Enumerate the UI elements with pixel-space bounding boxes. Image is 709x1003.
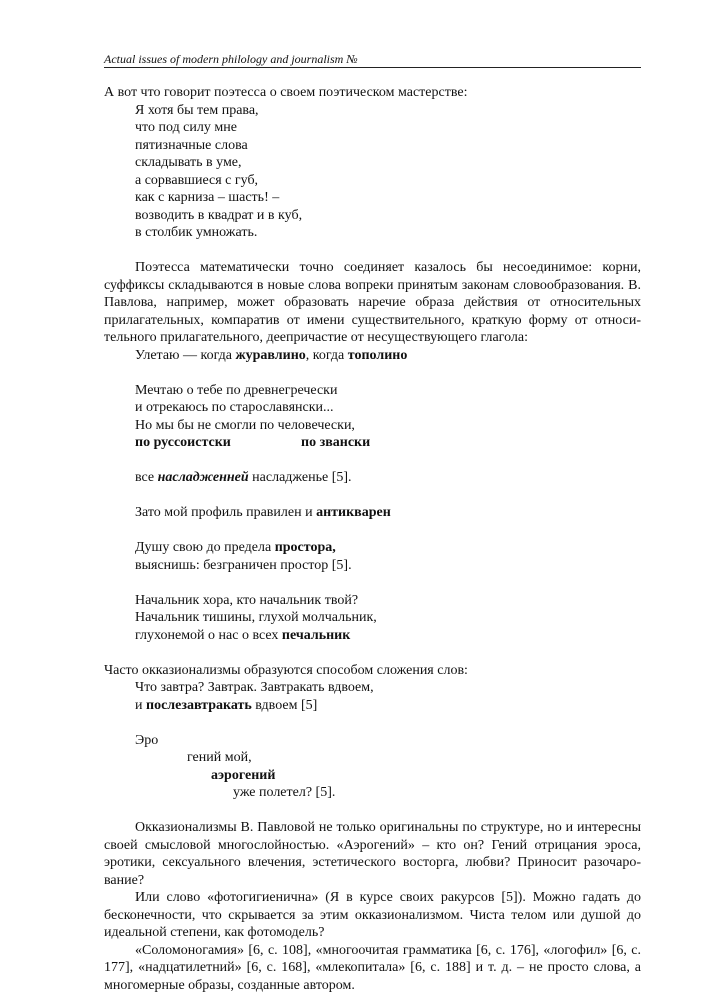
example-line-3: [104, 469, 641, 487]
header-rule: [104, 67, 641, 68]
poem-text: Душу свою до предела: [135, 540, 275, 555]
poem-line: Начальник хора, кто начальник твой?: [135, 592, 359, 608]
poem-stanza-1: [104, 102, 641, 242]
poem-line: в столбик умножать.: [135, 225, 258, 240]
paragraph-2: Окказионализмы В. Павловой не только оригинальны по структуре, но и интересны своей смысловой многослойностью. «Аэрогений» – кто он? Гений отрицания эроса, эротики, сексуального влечения, эстетического восторга, любви? Приносит разочарование?: [104, 820, 641, 888]
paragraph-4: «Соломоногамия» [6, с. 108], «многоочитая грамматика [6, с. 176], «логофил» [6, с. 177], «надцатилетний» [6, с. 168], «млекопитала» [6, с. 188] и т. д. – не просто слова, а многомерные образы, созданные автором.: [104, 942, 641, 993]
poem-stanza-2: [104, 382, 641, 452]
poem-stanza-8: [104, 732, 641, 802]
poem-line: [104, 627, 641, 645]
spacer: [104, 802, 641, 820]
poem-text: и: [135, 697, 146, 713]
journal-running-header: Actual issues of modern philology and journalism №: [104, 52, 358, 66]
poem-text: вдвоем [5]: [251, 697, 318, 713]
poem-line: Что завтра? Завтрак. Завтракать вдвоем,: [135, 680, 374, 695]
poem-line: возводить в квадрат и в куб,: [135, 207, 303, 223]
spacer: [104, 714, 641, 732]
spacer: [104, 242, 641, 260]
bold-word: по руссоистски: [135, 435, 231, 450]
example-line-1: [104, 347, 641, 365]
example-bold-word: тополино: [347, 347, 408, 363]
poem-line: Я хотя бы тем права,: [135, 102, 259, 118]
poem-line: выяснишь: безграничен простор [5].: [135, 557, 352, 573]
poem-line: [104, 434, 641, 452]
spacer: [104, 452, 641, 470]
example-line-4: [104, 504, 641, 522]
example-text: все: [135, 470, 158, 485]
poem-line: Начальник тишины, глухой молчальник,: [135, 610, 377, 625]
poem-line: [104, 697, 641, 715]
poem-stanza-5: [104, 539, 641, 574]
poem-line: Мечтаю о тебе по древнегречески: [135, 382, 338, 398]
example-text: Зато мой профиль правилен и: [135, 505, 317, 520]
poem-stanza-6: [104, 592, 641, 645]
bold-word: послезавтракать: [146, 697, 252, 713]
example-text: Улетаю — когда: [135, 347, 236, 363]
poem-line: пятизначные слова: [135, 137, 248, 153]
example-bold-italic-word: насладженней: [157, 470, 249, 485]
page-body: [104, 84, 641, 994]
spacer: [104, 522, 641, 540]
spacer: [104, 364, 641, 382]
intro-line-2: Часто окказионализмы образуются способом сложения слов:: [104, 662, 468, 678]
bold-word: простора,: [274, 540, 336, 555]
poem-line: гений мой,: [187, 750, 252, 765]
poem-line: что под силу мне: [135, 120, 237, 135]
example-text: , когда: [305, 347, 348, 363]
poem-line: уже полетел? [5].: [233, 785, 336, 800]
example-bold-word: антикварен: [316, 505, 391, 520]
poem-line: [104, 539, 641, 557]
poem-line: Эро: [135, 732, 159, 748]
spacer: [104, 644, 641, 662]
bold-word: по звански: [301, 435, 371, 450]
paragraph-3: Или слово «фотогигиенична» (Я в курсе своих ракурсов [5]). Можно гадать до бесконечности, что скрывается за этим окказионализмом. Чиста телом или душой до идеальной степени, как фотомодель?: [104, 890, 641, 940]
poem-line: как с карниза – шасть! –: [135, 190, 280, 205]
poem-text: глухонемой о нас о всех: [135, 627, 282, 643]
example-text: насладженье [5].: [248, 470, 352, 485]
bold-word: печальник: [281, 627, 351, 643]
poem-line: и отрекаюсь по старославянски...: [135, 400, 334, 415]
poem-stanza-7: [104, 679, 641, 714]
poem-line: а сорвавшиеся с губ,: [135, 172, 259, 188]
paragraph-1: Поэтесса математически точно соединяет казалось бы несоединимое: корни, суффиксы складываются в новые слова вопреки принятым законам словообразования. В. Павлова, например, может образовать наречие образа действия от относительных прилагательных, компаратив от имени существительного, краткую форму от относительного прилагательного, деепричастие от несуществующего глагола:: [104, 260, 641, 345]
intro-line: А вот что говорит поэтесса о своем поэтическом мастерстве:: [104, 85, 468, 100]
spacer: [104, 574, 641, 592]
example-bold-word: журавлино: [235, 347, 306, 363]
spacer: [104, 487, 641, 505]
poem-line: аэрогений: [211, 767, 276, 783]
poem-line: складывать в уме,: [135, 155, 242, 170]
poem-line: Но мы бы не смогли по человечески,: [135, 417, 355, 433]
